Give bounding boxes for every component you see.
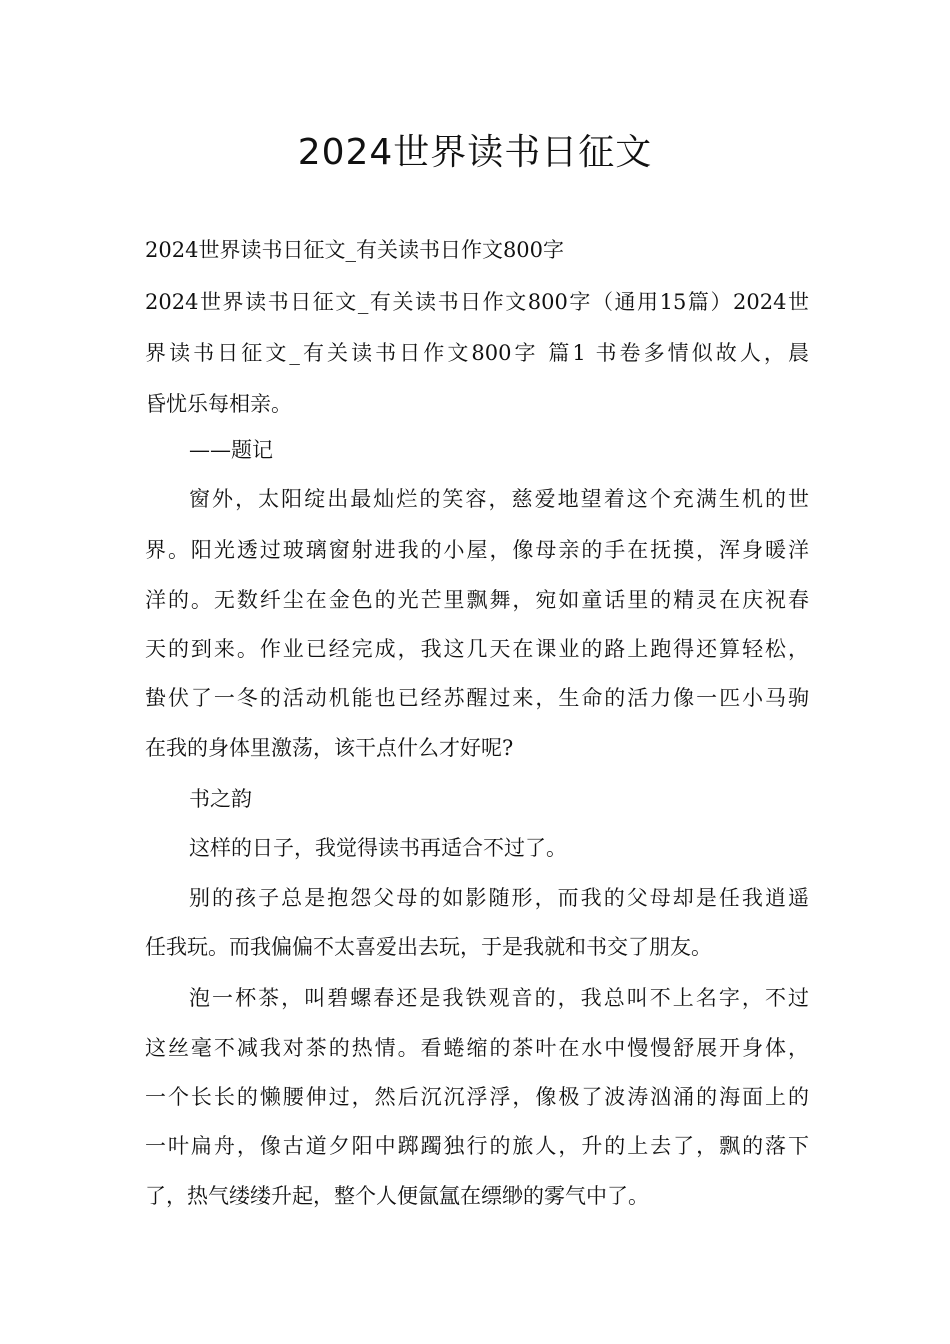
paragraph-line: 天的到来。作业已经完成，我这几天在课业的路上跑得还算轻松， bbox=[145, 637, 809, 661]
paragraph-line: 蛰伏了一冬的活动机能也已经苏醒过来，生命的活力像一匹小马驹 bbox=[145, 686, 809, 710]
paragraph-line: 一个长长的懒腰伸过，然后沉沉浮浮，像极了波涛汹涌的海面上的 bbox=[145, 1085, 809, 1109]
paragraph-line: 别的孩子总是抱怨父母的如影随形，而我的父母却是任我逍遥 bbox=[189, 886, 809, 910]
paragraph-line: 窗外，太阳绽出最灿烂的笑容，慈爱地望着这个充满生机的世 bbox=[189, 487, 809, 511]
paragraph-line: 泡一杯茶，叫碧螺春还是我铁观音的，我总叫不上名字，不过 bbox=[189, 986, 809, 1010]
paragraph-line: 了，热气缕缕升起，整个人便氤氲在缥缈的雾气中了。 bbox=[145, 1184, 649, 1208]
paragraph-line: 昏忧乐每相亲。 bbox=[145, 392, 292, 416]
paragraph-line: 洋的。无数纤尘在金色的光芒里飘舞，宛如童话里的精灵在庆祝春 bbox=[145, 588, 809, 612]
paragraph-line: 2024世界读书日征文_有关读书日作文800字 bbox=[145, 238, 565, 262]
paragraph-line: 书之韵 bbox=[189, 787, 252, 811]
paragraph-line: 在我的身体里激荡，该干点什么才好呢? bbox=[145, 736, 514, 760]
paragraph-line: 这丝毫不减我对茶的热情。看蜷缩的茶叶在水中慢慢舒展开身体， bbox=[145, 1036, 809, 1060]
document-title: 2024世界读书日征文 bbox=[297, 132, 653, 173]
paragraph-line: 任我玩。而我偏偏不太喜爱出去玩，于是我就和书交了朋友。 bbox=[145, 935, 712, 959]
paragraph-line: ——题记 bbox=[189, 438, 273, 462]
paragraph-line: 2024世界读书日征文_有关读书日作文800字（通用15篇）2024世 bbox=[145, 290, 809, 314]
paragraph-line: 一叶扁舟，像古道夕阳中踯躅独行的旅人，升的上去了，飘的落下 bbox=[145, 1134, 809, 1158]
paragraph-line: 界。阳光透过玻璃窗射进我的小屋，像母亲的手在抚摸，浑身暖洋 bbox=[145, 538, 809, 562]
paragraph-line: 这样的日子，我觉得读书再适合不过了。 bbox=[189, 836, 567, 860]
paragraph-line: 界读书日征文_有关读书日作文800字 篇1 书卷多情似故人，晨 bbox=[145, 341, 809, 365]
